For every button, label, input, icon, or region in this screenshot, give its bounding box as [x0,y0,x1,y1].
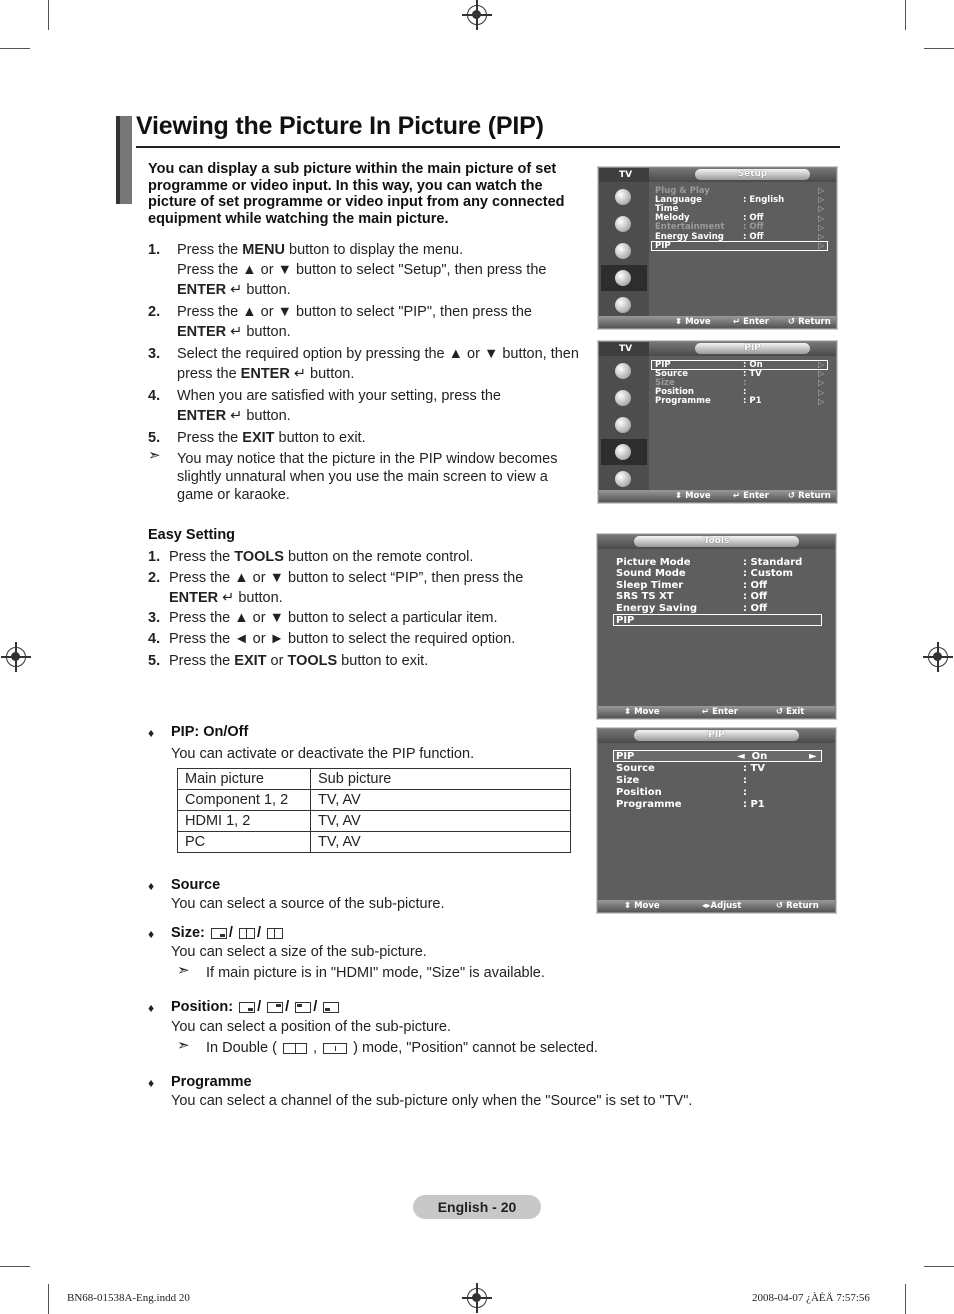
crop-mark [924,1266,954,1267]
intro-paragraph: You can display a sub picture within the main picture of set programme or video input. In this way, you can watch the picture of set programme or video input from any connected equipment while watching the main picture. [148,161,565,227]
step-text: When you are satisfied with your setting, press the [177,388,501,404]
picture-menu-icon [601,358,647,384]
title-accent-bar [116,116,132,204]
pip-source-table [177,768,571,853]
osd-pip-tools: PIP PIP ◄ On ► Source : TV Size : Position : Programme : P1 ⬍ Move ◂▸Adjust ↺ Return [597,728,836,913]
osd-footer: ⬍ Move ↵ Enter ↺ Return [599,316,836,328]
step-text: ENTER ↵ button. [169,590,283,606]
registration-mark-icon [467,5,487,25]
pip-onoff-desc: You can activate or deactivate the PIP function. [171,746,475,762]
crop-mark [905,0,906,30]
osd-selection [651,241,828,251]
osd-tab-tv: TV [599,168,649,182]
position-desc: You can select a position of the sub-picture. [171,1019,451,1035]
table-row: PC TV, AV [178,832,571,853]
position-top-left-icon [295,1002,311,1013]
bullet-icon: ♦ [148,1076,155,1090]
easy-setting-heading: Easy Setting [148,527,236,543]
osd-selection [613,750,822,762]
step-text: press the ENTER ↵ button. [177,366,355,382]
crop-mark [48,0,49,30]
bullet-icon: ♦ [148,927,155,941]
position-heading: Position: / / / [171,999,341,1015]
osd-pip-menu: TV PIP PIP : On Source : TV Size : Position : Programme : P1 ▷ ▷ ▷ ▷ ▷ ⬍ Move ↵ Enter ↺ Return [598,341,837,503]
sound-menu-icon [601,211,647,237]
registration-mark-icon [467,1288,487,1308]
position-bottom-right-icon [239,1002,255,1013]
setup-menu-icon [601,265,647,291]
sound-menu-icon [601,385,647,411]
bullet-icon: ♦ [148,879,155,893]
double-mode-alt-icon [323,1043,347,1054]
input-menu-icon [601,466,647,492]
size-note: If main picture is in "HDMI" mode, "Size" is available. [206,965,545,981]
osd-setup-menu: TV Setup Plug & Play Language : English Time Melody : Off Entertainment : Off Energy Saving : Off PIP ▷ ▷ ▷ ▷ ▷ ▷ ▷ ⬍ Move ↵ Enter ↺ Return [598,167,837,329]
note-arrow-icon: ➣ [148,447,161,464]
bullet-icon: ♦ [148,726,155,740]
size-double-alt-icon [267,928,283,939]
size-small-icon [211,928,227,939]
step-text: Select the required option by pressing the ▲ or ▼ button, then [177,346,579,362]
osd-footer: ⬍ Move ↵ Enter ↺ Exit [598,706,835,718]
osd-header: PIP [695,343,810,354]
size-double-icon [239,928,255,939]
crop-mark [905,1284,906,1314]
page-title: Viewing the Picture In Picture (PIP) [136,112,544,140]
input-menu-icon [601,292,647,318]
position-top-right-icon [267,1002,283,1013]
title-rule [136,146,840,148]
position-note: In Double ( , ) mode, "Position" cannot be selected. [206,1040,598,1056]
step-text: Press the MENU button to display the menu. [177,242,464,258]
print-slug-left: BN68-01538A-Eng.indd 20 [67,1292,190,1304]
step-text: Press the ▲ or ▼ button to select "Setup", then press the [177,262,547,278]
osd-tab-tv: TV [599,342,649,356]
crop-mark [0,48,30,49]
osd-selection [613,614,822,626]
osd-footer: ⬍ Move ◂▸Adjust ↺ Return [598,900,835,912]
step-text: Press the ▲ or ▼ button to select "PIP", then press the [177,304,532,320]
step-text: Press the ▲ or ▼ button to select “PIP”, then press the [169,570,524,586]
setup-menu-icon [601,439,647,465]
source-desc: You can select a source of the sub-picture. [171,896,445,912]
table-row: Main picture Sub picture [178,769,571,790]
step-text: ENTER ↵ button. [177,408,291,424]
step-text: ENTER ↵ button. [177,324,291,340]
crop-mark [48,1284,49,1314]
note-arrow-icon: ➣ [177,1037,190,1054]
osd-sidebar [599,356,649,502]
programme-desc: You can select a channel of the sub-picture only when the "Source" is set to "TV". [171,1093,693,1109]
page-number-badge: English - 20 [413,1195,541,1219]
print-slug-right: 2008-04-07 ¿ÀÈÄ 7:57:56 [752,1292,870,1304]
source-heading: Source [171,877,221,893]
pip-onoff-heading: PIP: On/Off [171,724,249,740]
table-row: HDMI 1, 2 TV, AV [178,811,571,832]
note-arrow-icon: ➣ [177,962,190,979]
double-mode-icon [283,1043,307,1054]
programme-heading: Programme [171,1074,252,1090]
position-bottom-left-icon [323,1002,339,1013]
crop-mark [924,48,954,49]
osd-sidebar [599,182,649,328]
osd-tools-menu: Tools Picture Mode : Standard Sound Mode : Custom Sleep Timer : Off SRS TS XT : Off Energy Saving : Off PIP ⬍ Move ↵ Enter ↺ Exit [597,534,836,719]
registration-mark-icon [928,647,948,667]
osd-header: PIP [634,730,799,741]
channel-menu-icon [601,238,647,264]
registration-mark-icon [6,647,26,667]
bullet-icon: ♦ [148,1001,155,1015]
step-text: Press the EXIT button to exit. [177,430,366,446]
step-text: ENTER ↵ button. [177,282,291,298]
note-text: You may notice that the picture in the PIP window becomes slightly unnatural when you use the main screen to view a game or karaoke. [177,451,558,503]
osd-footer: ⬍ Move ↵ Enter ↺ Return [599,490,836,502]
size-heading: Size: / / [171,925,285,941]
table-row: Component 1, 2 TV, AV [178,790,571,811]
osd-header: Tools [634,536,799,547]
osd-header: Setup [695,169,810,180]
size-desc: You can select a size of the sub-picture. [171,944,427,960]
picture-menu-icon [601,184,647,210]
channel-menu-icon [601,412,647,438]
crop-mark [0,1266,30,1267]
